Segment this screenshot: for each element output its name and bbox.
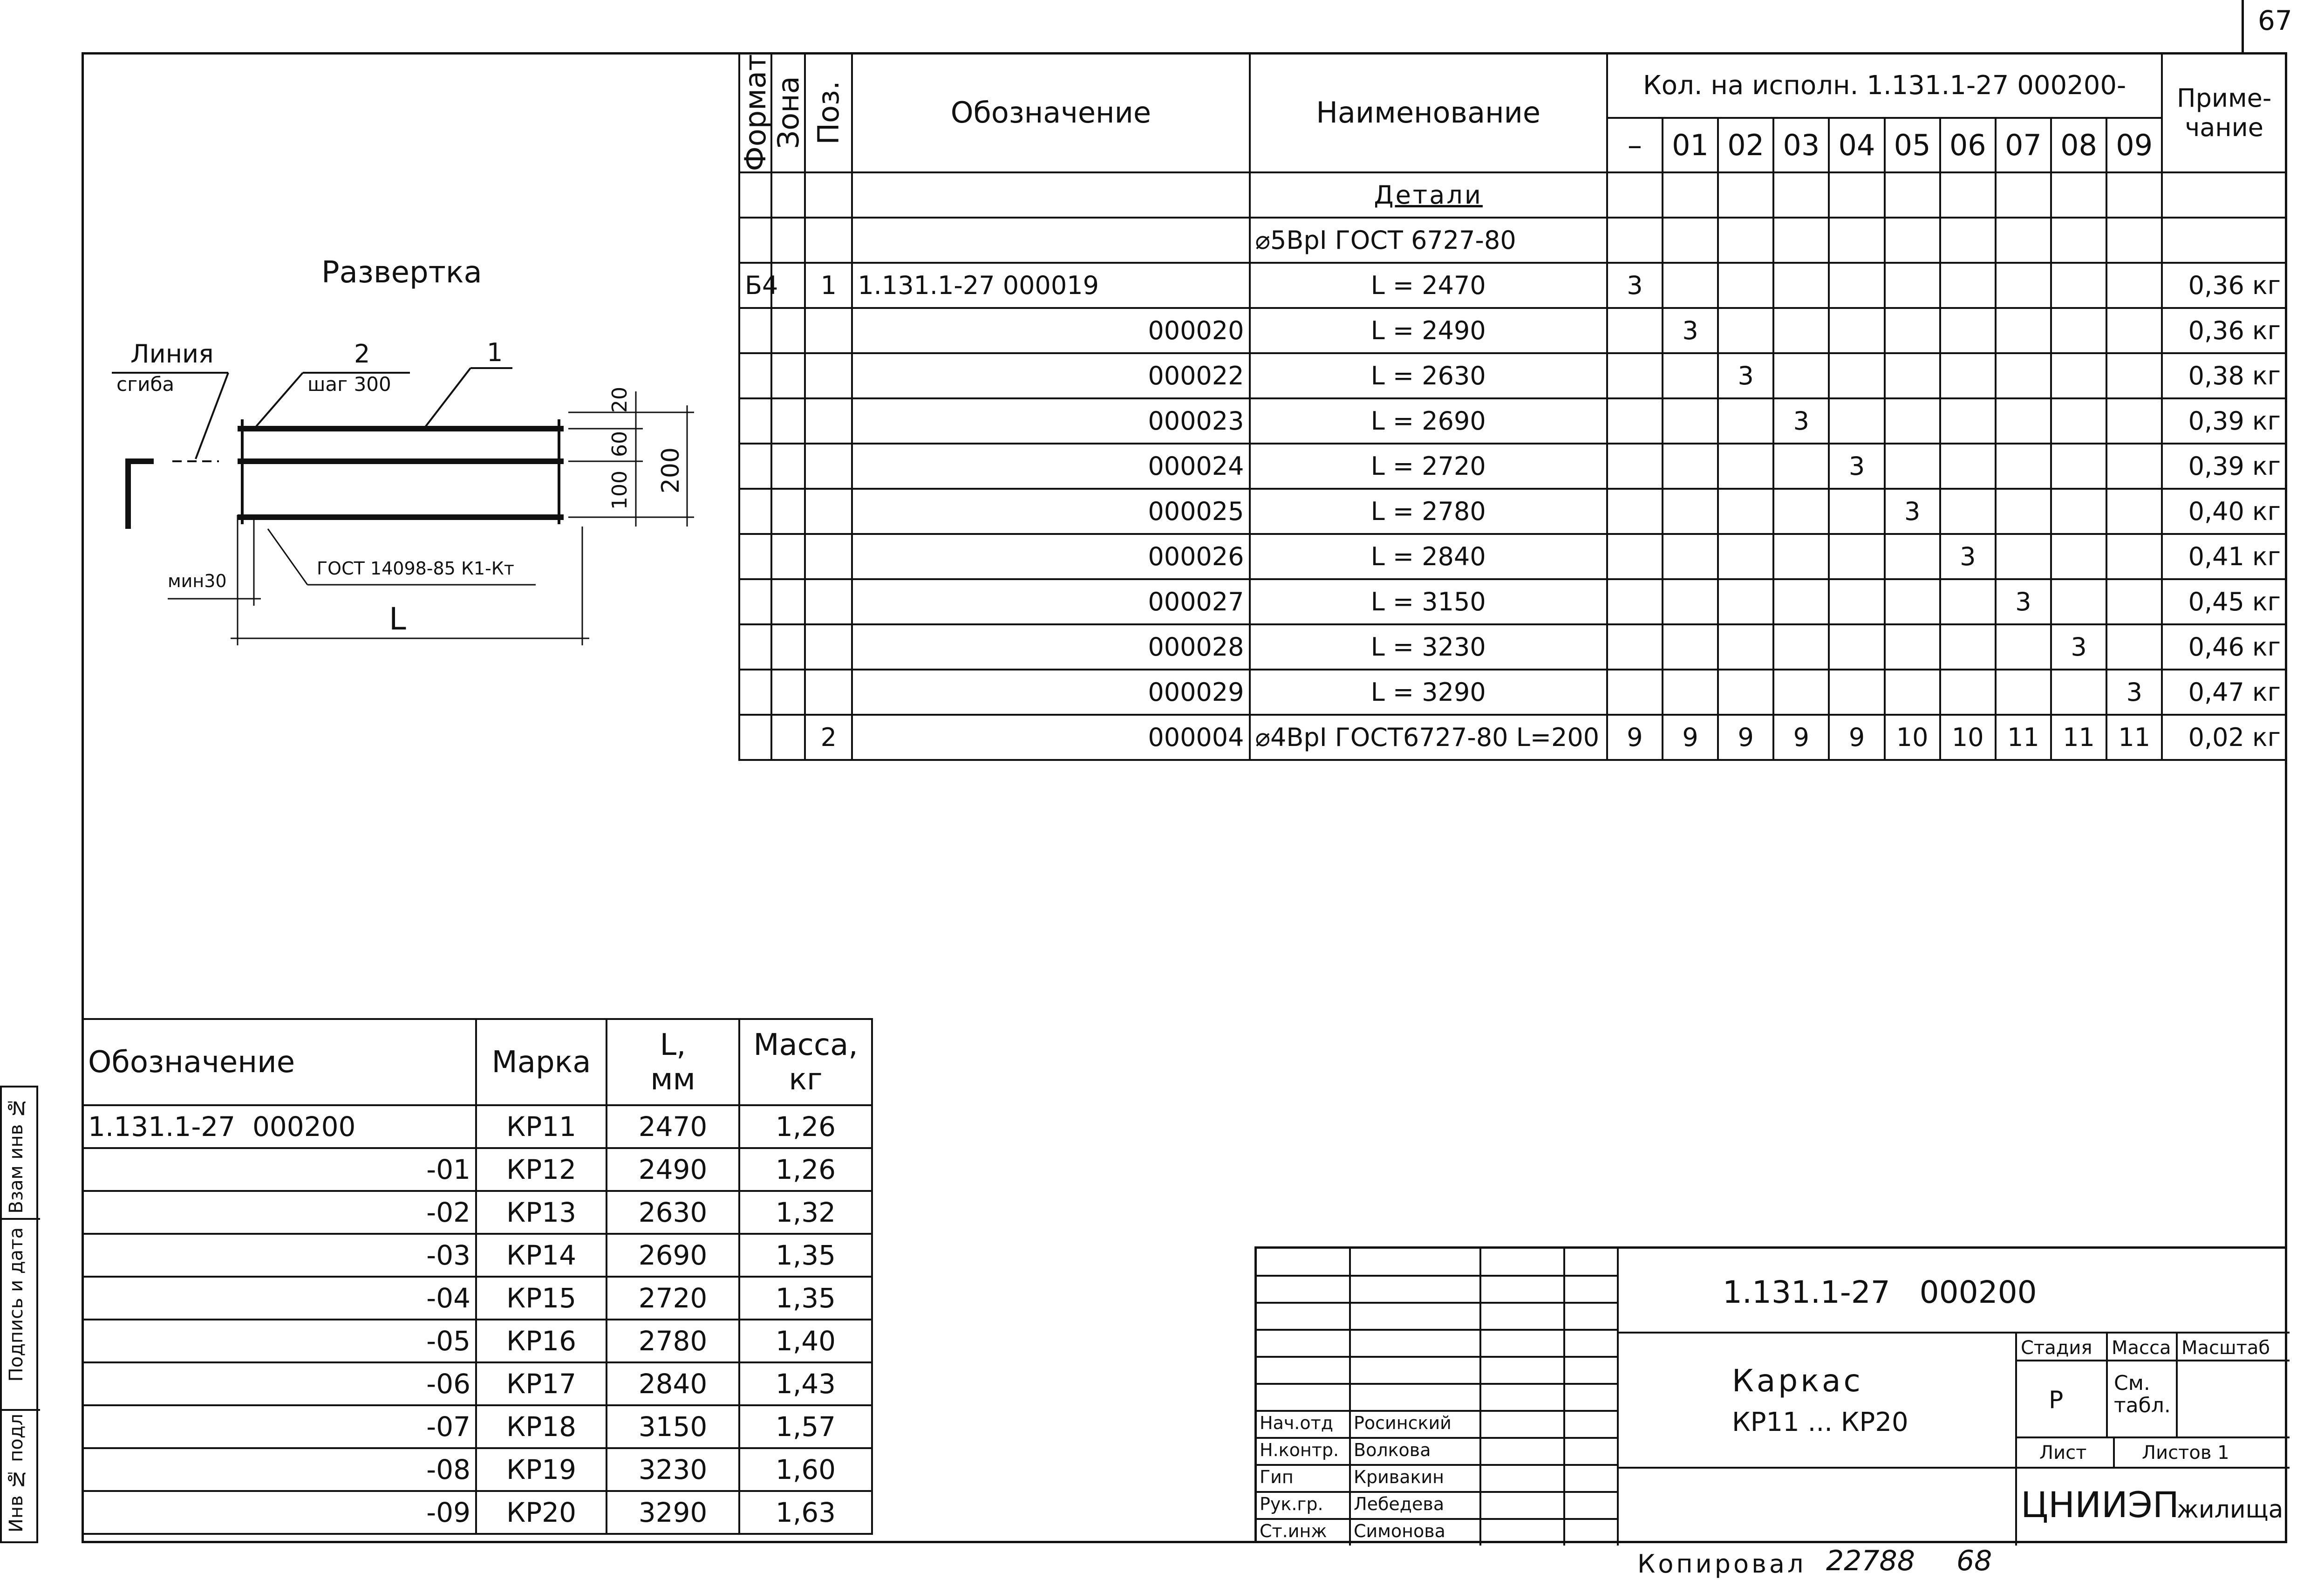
- spec-cell-name: L = 2490: [1250, 308, 1607, 353]
- dim-100-label: 100: [608, 471, 632, 510]
- signature-name: Симонова: [1354, 1521, 1445, 1541]
- mark-cell-designation: -04: [82, 1277, 476, 1320]
- spec-cell-name: L = 2470: [1250, 263, 1607, 308]
- mark-cell-designation: -09: [82, 1491, 476, 1534]
- mark-row: [82, 1234, 872, 1277]
- spec-header-qty-group: Кол. на исполн. 1.131.1-27 000200-: [1607, 53, 2162, 118]
- mark-cell-designation: -05: [82, 1320, 476, 1362]
- mark-header: L, мм: [607, 1019, 739, 1105]
- spec-header-pos: Поз.: [805, 53, 852, 172]
- spec-cell-qty: 3: [1829, 444, 1884, 489]
- sheet-number: 67: [2258, 5, 2292, 36]
- dim-200-label: 200: [657, 447, 685, 494]
- dim-L-label: L: [389, 601, 406, 637]
- scale-label: Масштаб: [2181, 1337, 2270, 1359]
- mark-row: [82, 1148, 872, 1191]
- mark-cell-mass: 1,26: [739, 1105, 872, 1148]
- signature-role: Н.контр.: [1260, 1440, 1339, 1460]
- signature-role: Рук.гр.: [1260, 1494, 1323, 1514]
- spec-cell-designation: 000020: [852, 308, 1249, 353]
- mark-cell-designation: -03: [82, 1234, 476, 1277]
- mark-cell-mass: 1,40: [739, 1320, 872, 1362]
- label-pos-1: 1: [487, 338, 503, 367]
- spec-cell-name: L = 2780: [1250, 489, 1607, 534]
- spec-cell-name: L = 2720: [1250, 444, 1607, 489]
- sidebar-inv-label: Инв № подл: [6, 1414, 27, 1532]
- mark-cell-mark: КР12: [476, 1148, 607, 1191]
- mark-cell-L: 3150: [607, 1405, 739, 1448]
- label-pos-2: 2: [354, 339, 370, 369]
- spec-cell-qty: 9: [1829, 715, 1884, 760]
- mark-row: [82, 1362, 872, 1405]
- sheet-label: Лист: [2039, 1442, 2087, 1464]
- leader-bend-diag: [196, 373, 228, 459]
- spec-cell-note: 0,45 кг: [2162, 579, 2286, 624]
- spec-cell-qty: 3: [1773, 398, 1829, 444]
- mark-cell-designation: -07: [82, 1405, 476, 1448]
- spec-cell-designation: 000025: [852, 489, 1249, 534]
- spec-cell-qty: 9: [1607, 715, 1663, 760]
- spec-cell-name: L = 2690: [1250, 398, 1607, 444]
- title-line1: Каркас: [1732, 1363, 1863, 1399]
- mark-row: [82, 1320, 872, 1362]
- spec-cell-designation: 000024: [852, 444, 1249, 489]
- spec-cell-qty: 3: [1996, 579, 2051, 624]
- mark-header: Марка: [476, 1019, 607, 1105]
- mark-row: [82, 1105, 872, 1148]
- sidebar-sign-label: Подпись и дата: [6, 1227, 27, 1382]
- mark-cell-L: 3290: [607, 1491, 739, 1534]
- gost-weld-label: ГОСТ 14098-85 К1-Кт: [317, 558, 514, 579]
- spec-header-variant: 05: [1885, 118, 1940, 172]
- footer-format-number: 68: [1956, 1545, 1992, 1577]
- footer-copied: Копировал: [1637, 1549, 1806, 1579]
- mark-cell-designation: -02: [82, 1191, 476, 1234]
- spec-header-variant: 08: [2051, 118, 2106, 172]
- leader-2-diag: [256, 373, 303, 426]
- mark-cell-L: 2840: [607, 1362, 739, 1405]
- mark-cell-mark: КР16: [476, 1320, 607, 1362]
- spec-cell-note: 0,39 кг: [2162, 398, 2286, 444]
- spec-cell-note: 0,02 кг: [2162, 715, 2286, 760]
- drawing-title: Развертка: [321, 255, 482, 290]
- mark-cell-L: 2470: [607, 1105, 739, 1148]
- spec-cell-qty: 9: [1773, 715, 1829, 760]
- stage-value: Р: [2049, 1386, 2064, 1414]
- spec-cell-format: Б4: [739, 263, 771, 308]
- mark-cell-mark: КР17: [476, 1362, 607, 1405]
- mark-cell-mark: КР20: [476, 1491, 607, 1534]
- spec-cell-qty: 10: [1885, 715, 1940, 760]
- mark-row: [82, 1491, 872, 1534]
- spec-cell-note: 0,38 кг: [2162, 353, 2286, 398]
- mark-cell-L: 2780: [607, 1320, 739, 1362]
- mark-header: Обозначение: [82, 1019, 476, 1105]
- leader-1-diag: [424, 368, 470, 429]
- mark-cell-designation: -01: [82, 1148, 476, 1191]
- mark-cell-mass: 1,26: [739, 1148, 872, 1191]
- spec-cell-pos: 2: [805, 715, 852, 760]
- spec-cell-qty: 11: [2051, 715, 2106, 760]
- spec-cell-qty: 3: [1663, 308, 1718, 353]
- leader-gost-diag: [268, 529, 307, 585]
- spec-cell-name: L = 3290: [1250, 670, 1607, 715]
- mark-cell-L: 2690: [607, 1234, 739, 1277]
- mark-cell-mass: 1,35: [739, 1277, 872, 1320]
- spec-cell-name: ⌀4BpI ГОСТ6727-80 L=200: [1250, 715, 1607, 760]
- signature-name: Росинский: [1354, 1413, 1452, 1433]
- stage-label: Стадия: [2021, 1337, 2092, 1359]
- spec-cell-name: Детали: [1250, 172, 1607, 218]
- spec-header-variant: –: [1607, 118, 1663, 172]
- mark-cell-mark: КР14: [476, 1234, 607, 1277]
- sidebar-replace-label: Взам инв №: [6, 1097, 27, 1214]
- mark-row: [82, 1191, 872, 1234]
- spec-cell-note: 0,46 кг: [2162, 624, 2286, 670]
- signature-role: Гип: [1260, 1467, 1294, 1487]
- spec-cell-note: 0,41 кг: [2162, 534, 2286, 579]
- spec-cell-designation: 000029: [852, 670, 1249, 715]
- bent-bar-section: [128, 461, 154, 529]
- spec-header-variant: 06: [1940, 118, 1996, 172]
- spec-cell-designation: 000028: [852, 624, 1249, 670]
- mark-cell-L: 2490: [607, 1148, 739, 1191]
- spec-cell-designation: 000026: [852, 534, 1249, 579]
- spec-header-variant: 07: [1996, 118, 2051, 172]
- spec-cell-designation: 000027: [852, 579, 1249, 624]
- mark-cell-L: 3230: [607, 1448, 739, 1491]
- label-step: шаг 300: [307, 373, 391, 396]
- spec-header-name: Наименование: [1250, 53, 1607, 172]
- mark-cell-mass: 1,32: [739, 1191, 872, 1234]
- spec-header-variant: 09: [2106, 118, 2162, 172]
- signature-role: Ст.инж: [1260, 1521, 1327, 1541]
- spec-header-variant: 02: [1718, 118, 1773, 172]
- spec-cell-qty: 3: [1718, 353, 1773, 398]
- mark-cell-mark: КР13: [476, 1191, 607, 1234]
- mark-cell-designation: 1.131.1-27 000200: [82, 1105, 476, 1148]
- mark-cell-mass: 1,43: [739, 1362, 872, 1405]
- spec-cell-designation: 000004: [852, 715, 1249, 760]
- doc-number: 1.131.1-27 000200: [1723, 1274, 2037, 1310]
- spec-header-format: Формат: [738, 54, 772, 171]
- spec-cell-note: 0,36 кг: [2162, 263, 2286, 308]
- signature-name: Волкова: [1354, 1440, 1431, 1460]
- mark-cell-mark: КР15: [476, 1277, 607, 1320]
- footer-copy-number: 22788: [1826, 1545, 1915, 1577]
- sheets-label: Листов 1: [2142, 1442, 2229, 1464]
- spec-header-note: Приме- чание: [2162, 53, 2286, 172]
- spec-cell-note: 0,40 кг: [2162, 489, 2286, 534]
- mass-label: Масса: [2112, 1337, 2171, 1359]
- spec-cell-qty: 3: [1885, 489, 1940, 534]
- mark-row: [82, 1277, 872, 1320]
- mark-cell-L: 2720: [607, 1277, 739, 1320]
- spec-header-variant: 03: [1773, 118, 1829, 172]
- mark-table: [82, 1018, 873, 1535]
- spec-cell-qty: 11: [2106, 715, 2162, 760]
- spec-cell-qty: 3: [2106, 670, 2162, 715]
- spec-cell-qty: 3: [1940, 534, 1996, 579]
- mark-cell-L: 2630: [607, 1191, 739, 1234]
- spec-cell-qty: 3: [1607, 263, 1663, 308]
- mark-cell-designation: -06: [82, 1362, 476, 1405]
- spec-header-variant: 01: [1663, 118, 1718, 172]
- spec-cell-note: 0,47 кг: [2162, 670, 2286, 715]
- spec-cell-qty: 11: [1996, 715, 2051, 760]
- label-line-top: Линия: [130, 339, 214, 369]
- spec-cell-pos: 1: [805, 263, 852, 308]
- mass-value: См. табл.: [2114, 1371, 2171, 1418]
- title-block: [1254, 1246, 2287, 1543]
- spec-cell-designation: 000022: [852, 353, 1249, 398]
- title-line2: КР11 ... КР20: [1732, 1407, 1908, 1437]
- spec-cell-qty: 3: [2051, 624, 2106, 670]
- mark-cell-mark: КР18: [476, 1405, 607, 1448]
- mark-cell-designation: -08: [82, 1448, 476, 1491]
- spec-header-variant: 04: [1829, 118, 1884, 172]
- mark-cell-mark: КР11: [476, 1105, 607, 1148]
- spec-cell-qty: 9: [1663, 715, 1718, 760]
- spec-cell-note: 0,36 кг: [2162, 308, 2286, 353]
- spec-cell-name: L = 2630: [1250, 353, 1607, 398]
- org-main: ЦНИИЭП: [2021, 1484, 2180, 1525]
- signature-name: Лебедева: [1354, 1494, 1445, 1514]
- spec-cell-qty: 9: [1718, 715, 1773, 760]
- mark-cell-mass: 1,35: [739, 1234, 872, 1277]
- org-sub: жилища: [2177, 1496, 2283, 1524]
- spec-cell-qty: 10: [1940, 715, 1996, 760]
- signature-name: Кривакин: [1354, 1467, 1444, 1487]
- mark-cell-mass: 1,63: [739, 1491, 872, 1534]
- mark-row: [82, 1405, 872, 1448]
- spec-cell-name: L = 2840: [1250, 534, 1607, 579]
- label-line-bottom: сгиба: [116, 373, 175, 396]
- mark-cell-mass: 1,60: [739, 1448, 872, 1491]
- mark-row: [82, 1448, 872, 1491]
- spec-cell-name: L = 3230: [1250, 624, 1607, 670]
- spec-cell-name: L = 3150: [1250, 579, 1607, 624]
- mark-header: Масса, кг: [739, 1019, 872, 1105]
- spec-cell-designation: 000023: [852, 398, 1249, 444]
- spec-cell-note: 0,39 кг: [2162, 444, 2286, 489]
- mark-cell-mark: КР19: [476, 1448, 607, 1491]
- spec-header-designation: Обозначение: [852, 53, 1249, 172]
- spec-cell-designation: 1.131.1-27 000019: [852, 263, 1249, 308]
- dim-60-label: 60: [608, 431, 632, 457]
- spec-header-zone: Зона: [771, 53, 805, 172]
- min30-label: мин30: [168, 571, 227, 591]
- signature-role: Нач.отд: [1260, 1413, 1334, 1433]
- mark-cell-mass: 1,57: [739, 1405, 872, 1448]
- dim-20-label: 20: [608, 387, 632, 413]
- spec-cell-name: ⌀5BpI ГОСТ 6727-80: [1250, 218, 1607, 263]
